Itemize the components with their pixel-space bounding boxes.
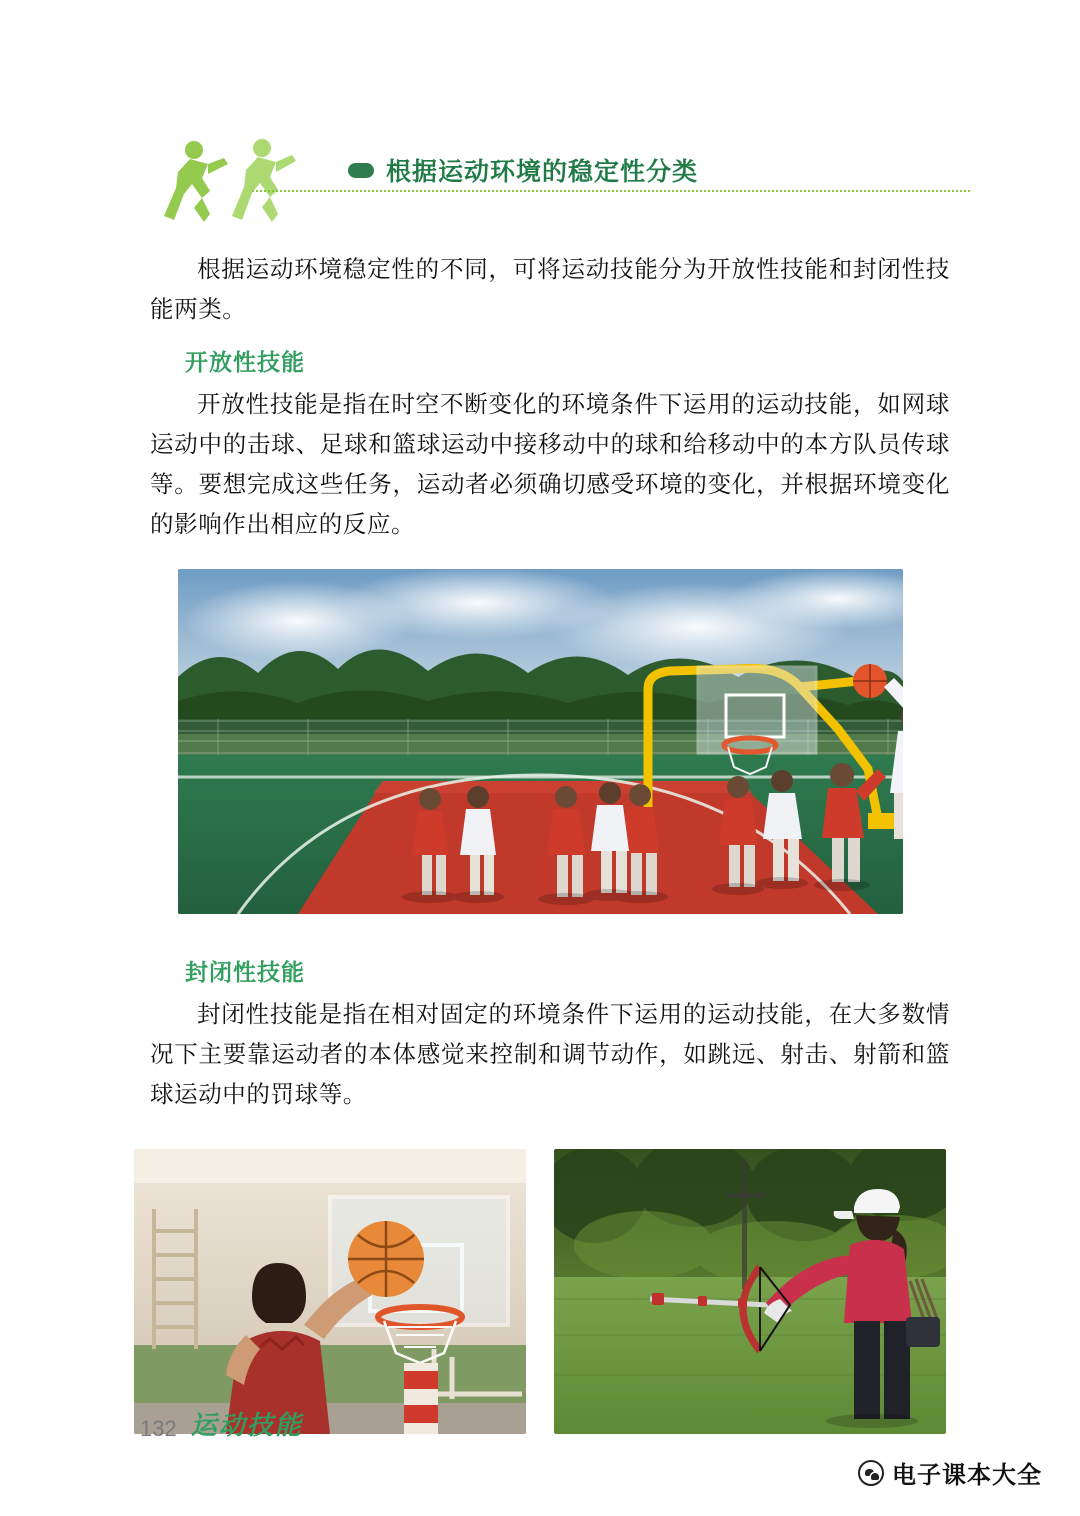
wechat-icon [858,1460,884,1486]
archery-photo [554,1149,946,1434]
section-title: 根据运动环境的稳定性分类 [386,158,699,186]
figure-row [134,1149,946,1434]
section-title-row [348,150,968,190]
page-number: 132 [140,1416,177,1441]
basketball-game-photo [178,569,903,914]
title-dotted-rule [252,190,970,192]
intro-paragraph: 根据运动环境稳定性的不同，可将运动技能分为开放性技能和封闭性技能两类。 [150,257,950,323]
free-throw-photo [134,1149,526,1434]
watermark [858,1455,1042,1490]
watermark-text: 电子课本大全 [892,1462,1042,1489]
page-header [0,128,1080,238]
running-figures-icon [150,128,350,238]
closed-skill-paragraph: 封闭性技能是指在相对固定的环境条件下运用的运动技能，在大多数情况下主要靠运动者的本体感觉来控制和调节动作，如跳远、射击、射箭和篮球运动中的罚球等。 [150,1002,950,1108]
closed-skill-heading: 封闭性技能 [185,959,305,985]
page-content [0,250,1080,1434]
page-footer [140,1405,303,1442]
open-skill-heading: 开放性技能 [185,349,305,375]
oval-bullet-icon [348,163,374,178]
footer-chapter-label: 运动技能 [190,1410,303,1440]
open-skill-paragraph: 开放性技能是指在时空不断变化的环境条件下运用的运动技能，如网球运动中的击球、足球和篮球运动中接移动中的球和给移动中的本方队员传球等。要想完成这些任务，运动者必须确切感受环境的变化，并根据环境变化的影响作出相应的反应。 [150,392,950,538]
